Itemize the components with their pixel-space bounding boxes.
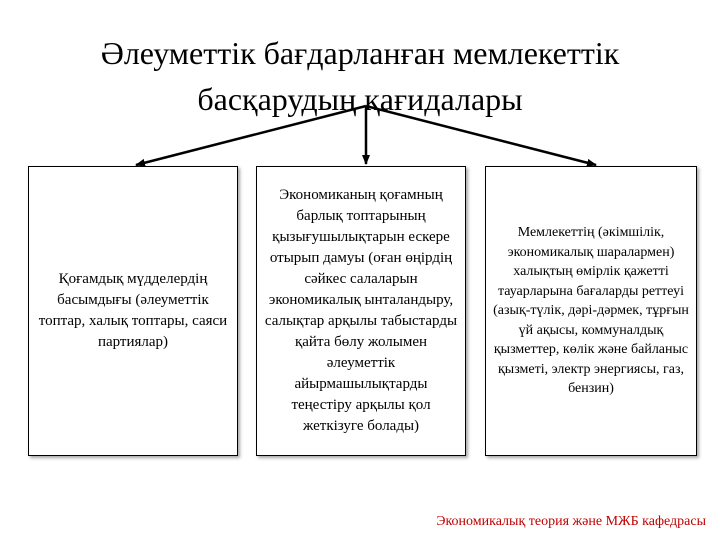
arrow-to-right-box [366, 106, 596, 165]
principle-box-economic-development [256, 166, 466, 456]
principle-text-1: Қоғамдық мүдделердің басымдығы (әлеуметтік топтар, халық топтары, саяси партиялар) [38, 271, 228, 350]
arrow-to-left-box [136, 106, 366, 165]
title-line-2: басқарудың қағидалары [197, 81, 523, 117]
principle-box-price-regulation [485, 166, 697, 456]
title-line-1: Әлеуметтік бағдарланған мемлекеттік [100, 35, 620, 71]
principle-text-3: Мемлекеттің (әкімшілік, экономикалық шаралармен) халықтың өмірлік қажетті тауарларына бағаларды реттеуі (азық-түлік, дәрі-дәрмек, тұрғын үй ақысы, коммуналдық қызметтер, көлік және байланыс қызметі, электр энергиясы, газ, бензин) [493, 225, 689, 397]
principle-text-2: Экономиканың қоғамның барлық топтарының қызығушылықтарын ескере отырып дамуы (оған өңірдің сәйкес салаларын экономикалық ынталандыру, салықтар арқылы табыстарды қайта бөлу жолымен әлеуметтік айырмашылықтарды теңестіру арқылы қол жеткізуге болады) [264, 187, 458, 434]
principle-box-public-interests [28, 166, 238, 456]
department-footer: Экономикалық теория және МЖБ кафедрасы [436, 514, 706, 529]
